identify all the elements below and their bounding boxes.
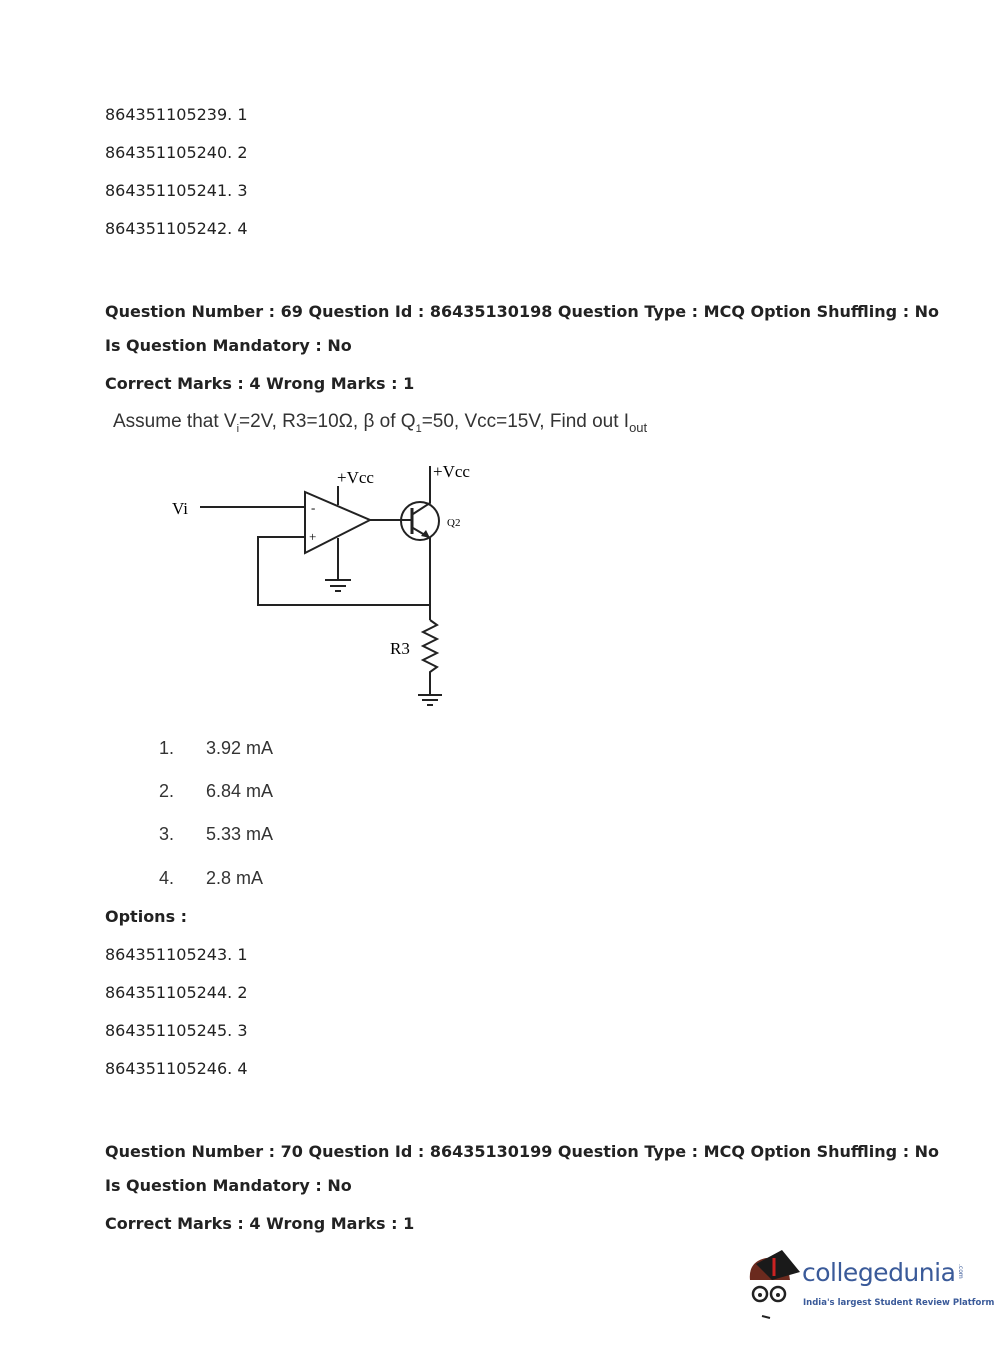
question-text: Assume that $V_i=2V$, R3=10Ω, β of $Q_1=50$, Vcc=15V, Find out $I_{out}$ — [113, 411, 648, 435]
logo-name: collegedunia — [802, 1258, 956, 1287]
mascot-icon — [742, 1250, 802, 1322]
r3-label: R3 — [390, 639, 410, 658]
question-mandatory: Is Question Mandatory : No — [105, 1176, 352, 1195]
option-id: 864351105243. 1 — [105, 945, 248, 964]
choice-number: 2. — [159, 781, 175, 801]
question-header: Question Number : 69 Question Id : 86435130198 Question Type : MCQ Option Shuffling : No — [105, 302, 940, 321]
option-id: 864351105244. 2 — [105, 983, 248, 1002]
option-id: 864351105242. 4 — [105, 219, 248, 238]
option-id: 864351105245. 3 — [105, 1021, 248, 1040]
vi-label: Vi — [172, 499, 188, 518]
choice-value: 2.8 mA — [206, 868, 264, 888]
choice-number: 4. — [159, 868, 175, 888]
choice-number: 3. — [159, 824, 175, 844]
q2-label: Q2 — [447, 517, 461, 529]
choice-value: 3.92 mA — [206, 738, 274, 758]
choice-number: 1. — [159, 738, 175, 758]
question-marks: Correct Marks : 4 Wrong Marks : 1 — [105, 374, 415, 393]
options-label: Options : — [105, 907, 188, 926]
question-marks: Correct Marks : 4 Wrong Marks : 1 — [105, 1214, 415, 1233]
minus-label: - — [311, 500, 316, 515]
logo-tagline: India's largest Student Review Platform — [803, 1298, 995, 1308]
vcc-label: +Vcc — [337, 468, 374, 487]
choice-value: 6.84 mA — [206, 781, 274, 801]
collegedunia-logo — [742, 1250, 995, 1322]
option-id: 864351105239. 1 — [105, 105, 248, 124]
choice-value: 5.33 mA — [206, 824, 274, 844]
question-mandatory: Is Question Mandatory : No — [105, 336, 352, 355]
option-id: 864351105241. 3 — [105, 181, 248, 200]
option-id: 864351105246. 4 — [105, 1059, 248, 1078]
logo-com: .com — [957, 1264, 964, 1279]
question-header: Question Number : 70 Question Id : 86435130199 Question Type : MCQ Option Shuffling : No — [105, 1142, 940, 1161]
plus-label: + — [309, 529, 317, 544]
option-id: 864351105240. 2 — [105, 143, 248, 162]
vcc-label: +Vcc — [433, 462, 470, 481]
